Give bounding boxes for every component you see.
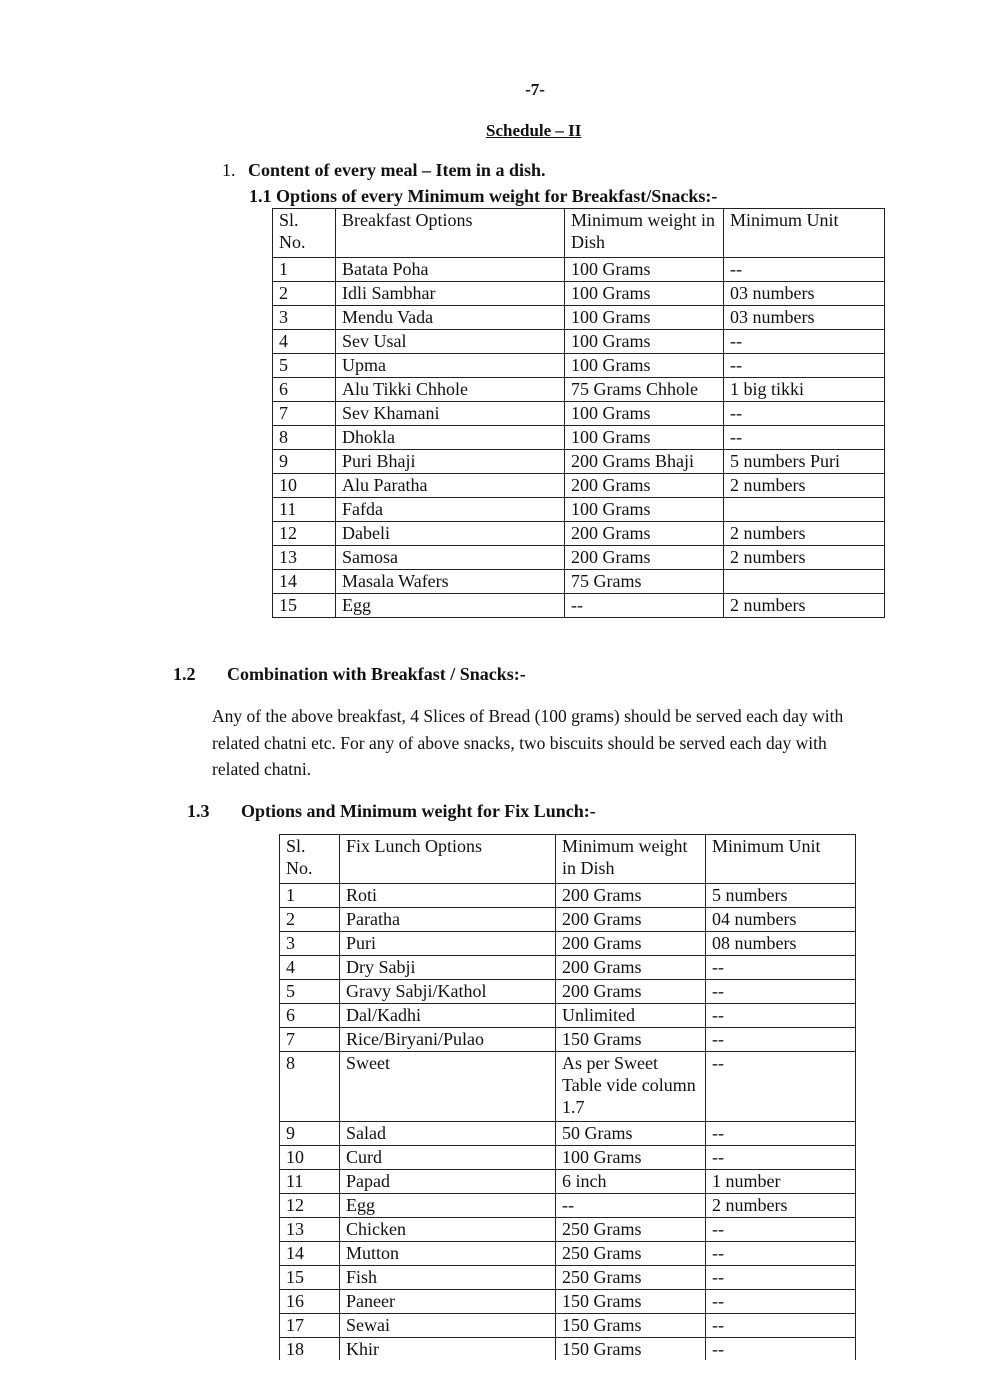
table-cell: Dabeli [336,522,565,546]
breakfast-table [272,208,885,618]
table-cell: 08 numbers [706,932,856,956]
table-cell: 1 big tikki [724,378,885,402]
table-cell: 100 Grams [565,498,724,522]
table-cell: 14 [273,570,336,594]
table-row [280,884,856,908]
table-cell: Alu Tikki Chhole [336,378,565,402]
table-cell: 16 [280,1290,340,1314]
table-cell: 7 [280,1028,340,1052]
table-cell: -- [706,1314,856,1338]
section-1-3-number: 1.3 [187,801,210,821]
table-cell: 11 [273,498,336,522]
table-cell: Puri [340,932,556,956]
table-cell: 250 Grams [556,1266,706,1290]
table-cell: 5 [280,980,340,1004]
table-cell: 150 Grams [556,1028,706,1052]
table-cell: Samosa [336,546,565,570]
table-header-cell: Minimum weight in Dish [565,209,724,258]
table-header-cell: Fix Lunch Options [340,835,556,884]
table-cell: Rice/Biryani/Pulao [340,1028,556,1052]
table-cell: 1 [280,884,340,908]
table-cell: 150 Grams [556,1338,706,1361]
table-cell: 100 Grams [565,306,724,330]
table-header-cell: Minimum Unit [706,835,856,884]
table-cell: Khir [340,1338,556,1361]
section-1-number: 1. [222,160,236,180]
table-cell: 2 numbers [724,522,885,546]
table-cell: Masala Wafers [336,570,565,594]
table-cell: 2 numbers [724,474,885,498]
table-cell: Upma [336,354,565,378]
table-header-cell: Breakfast Options [336,209,565,258]
section-1-3-title: Options and Minimum weight for Fix Lunch:- [241,801,596,821]
table-cell: As per Sweet Table vide column 1.7 [556,1052,706,1122]
table-cell: -- [706,980,856,1004]
table-cell: -- [565,594,724,618]
table-row [280,1218,856,1242]
table-row [280,1266,856,1290]
table-cell: 150 Grams [556,1314,706,1338]
table-cell: 200 Grams [556,980,706,1004]
section-1-2-number: 1.2 [173,664,196,684]
table-cell: 250 Grams [556,1242,706,1266]
table-row [273,474,885,498]
lunch-table [279,834,856,1360]
table-cell: 5 [273,354,336,378]
table-cell: 13 [273,546,336,570]
table-cell: 6 [280,1004,340,1028]
table-row [280,1122,856,1146]
table-cell: Idli Sambhar [336,282,565,306]
table-row [273,522,885,546]
table-cell: 7 [273,402,336,426]
table-cell: Curd [340,1146,556,1170]
table-cell: -- [724,258,885,282]
table-cell: Salad [340,1122,556,1146]
table-cell: 5 numbers Puri [724,450,885,474]
table-row [273,594,885,618]
table-cell [724,498,885,522]
table-cell: 2 [273,282,336,306]
table-row [280,1314,856,1338]
table-cell: Dhokla [336,426,565,450]
table-cell: 11 [280,1170,340,1194]
table-cell: Papad [340,1170,556,1194]
table-row [273,330,885,354]
table-cell: -- [724,354,885,378]
section-1-2-heading [173,664,526,685]
table-row [273,258,885,282]
table-cell: 2 [280,908,340,932]
section-1-title: Content of every meal – Item in a dish. [248,160,546,180]
table-cell: 3 [273,306,336,330]
table-cell: 200 Grams [556,908,706,932]
table-row [273,282,885,306]
table-cell: -- [706,1290,856,1314]
table-header-cell: Minimum weight in Dish [556,835,706,884]
table-cell: 200 Grams [565,546,724,570]
table-row [273,570,885,594]
table-cell: 9 [280,1122,340,1146]
table-row [280,908,856,932]
table-cell: Fafda [336,498,565,522]
table-row [280,932,856,956]
table-cell: Puri Bhaji [336,450,565,474]
table-cell: -- [724,330,885,354]
table-cell: Unlimited [556,1004,706,1028]
table-cell: Egg [336,594,565,618]
table-cell: 200 Grams Bhaji [565,450,724,474]
table-cell: Batata Poha [336,258,565,282]
table-row [280,1052,856,1122]
table-cell: Sev Usal [336,330,565,354]
table-header-row [280,835,856,884]
table-cell: -- [724,402,885,426]
table-cell: Gravy Sabji/Kathol [340,980,556,1004]
table-cell: -- [706,1028,856,1052]
table-row [273,378,885,402]
table-cell: 18 [280,1338,340,1361]
table-cell: 8 [280,1052,340,1122]
table-cell: -- [706,1242,856,1266]
table-cell: 2 numbers [706,1194,856,1218]
table-cell: -- [706,1338,856,1361]
table-cell: 14 [280,1242,340,1266]
table-cell: 12 [280,1194,340,1218]
table-cell: -- [706,1218,856,1242]
table-cell: Sweet [340,1052,556,1122]
table-cell: Paratha [340,908,556,932]
table-cell: 100 Grams [565,282,724,306]
section-1-2-title: Combination with Breakfast / Snacks:- [227,664,526,684]
table-cell: 75 Grams Chhole [565,378,724,402]
schedule-title: Schedule – II [486,121,582,140]
table-row [280,1290,856,1314]
table-header-cell: Minimum Unit [724,209,885,258]
section-1-1-heading: 1.1 Options of every Minimum weight for Breakfast/Snacks:- [249,186,718,206]
section-1-heading [222,160,545,181]
table-cell: 04 numbers [706,908,856,932]
table-cell: -- [706,1266,856,1290]
table-cell: 100 Grams [565,354,724,378]
combination-paragraph: Any of the above breakfast, 4 Slices of Bread (100 grams) should be served each day with related chatni etc. For any of above snacks, two biscuits should be served each day with related chatni. [212,706,844,779]
table-cell: 50 Grams [556,1122,706,1146]
table-cell: 250 Grams [556,1218,706,1242]
table-cell: 12 [273,522,336,546]
table-cell: 9 [273,450,336,474]
table-row [280,1170,856,1194]
table-cell: 100 Grams [565,426,724,450]
table-row [273,546,885,570]
table-cell: Sev Khamani [336,402,565,426]
table-cell: 4 [273,330,336,354]
table-cell: 2 numbers [724,594,885,618]
table-cell: 200 Grams [556,932,706,956]
section-1-3-heading [187,801,596,822]
table-row [280,1146,856,1170]
table-cell: 1 number [706,1170,856,1194]
table-cell: 4 [280,956,340,980]
table-cell: 75 Grams [565,570,724,594]
table-cell: 03 numbers [724,282,885,306]
table-cell: 100 Grams [565,330,724,354]
table-cell: 15 [273,594,336,618]
table-cell: 200 Grams [565,522,724,546]
table-cell: 3 [280,932,340,956]
table-header-cell: Sl. No. [280,835,340,884]
table-cell: Mutton [340,1242,556,1266]
table-cell: 10 [273,474,336,498]
table-cell: 15 [280,1266,340,1290]
table-cell: 1 [273,258,336,282]
table-cell: 13 [280,1218,340,1242]
table-cell: -- [706,1122,856,1146]
table-cell: 150 Grams [556,1290,706,1314]
table-cell: 8 [273,426,336,450]
table-row [273,450,885,474]
table-cell [724,570,885,594]
table-cell: Dal/Kadhi [340,1004,556,1028]
table-cell: Dry Sabji [340,956,556,980]
page-number: -7- [525,80,545,99]
table-cell: Paneer [340,1290,556,1314]
table-cell: -- [706,1052,856,1122]
table-cell: Sewai [340,1314,556,1338]
table-cell: Chicken [340,1218,556,1242]
table-row [273,426,885,450]
table-cell: 100 Grams [565,258,724,282]
table-cell: 17 [280,1314,340,1338]
table-cell: Alu Paratha [336,474,565,498]
table-cell: -- [706,1146,856,1170]
table-row [280,956,856,980]
table-cell: Egg [340,1194,556,1218]
table-cell: Mendu Vada [336,306,565,330]
table-row [280,1028,856,1052]
table-cell: 2 numbers [724,546,885,570]
table-cell: Fish [340,1266,556,1290]
table-cell: 6 [273,378,336,402]
table-cell: 5 numbers [706,884,856,908]
table-cell: 100 Grams [556,1146,706,1170]
table-cell: 10 [280,1146,340,1170]
table-cell: -- [724,426,885,450]
table-cell: 6 inch [556,1170,706,1194]
table-cell: 03 numbers [724,306,885,330]
table-cell: -- [556,1194,706,1218]
table-cell: -- [706,956,856,980]
table-cell: 100 Grams [565,402,724,426]
table-row [280,1194,856,1218]
table-row [280,980,856,1004]
table-row [280,1004,856,1028]
table-row [273,306,885,330]
table-cell: -- [706,1004,856,1028]
table-cell: Roti [340,884,556,908]
table-row [273,498,885,522]
table-header-row [273,209,885,258]
table-row [280,1242,856,1266]
table-cell: 200 Grams [556,956,706,980]
table-row [280,1338,856,1361]
table-cell: 200 Grams [565,474,724,498]
table-cell: 200 Grams [556,884,706,908]
table-row [273,402,885,426]
table-row [273,354,885,378]
table-header-cell: Sl. No. [273,209,336,258]
